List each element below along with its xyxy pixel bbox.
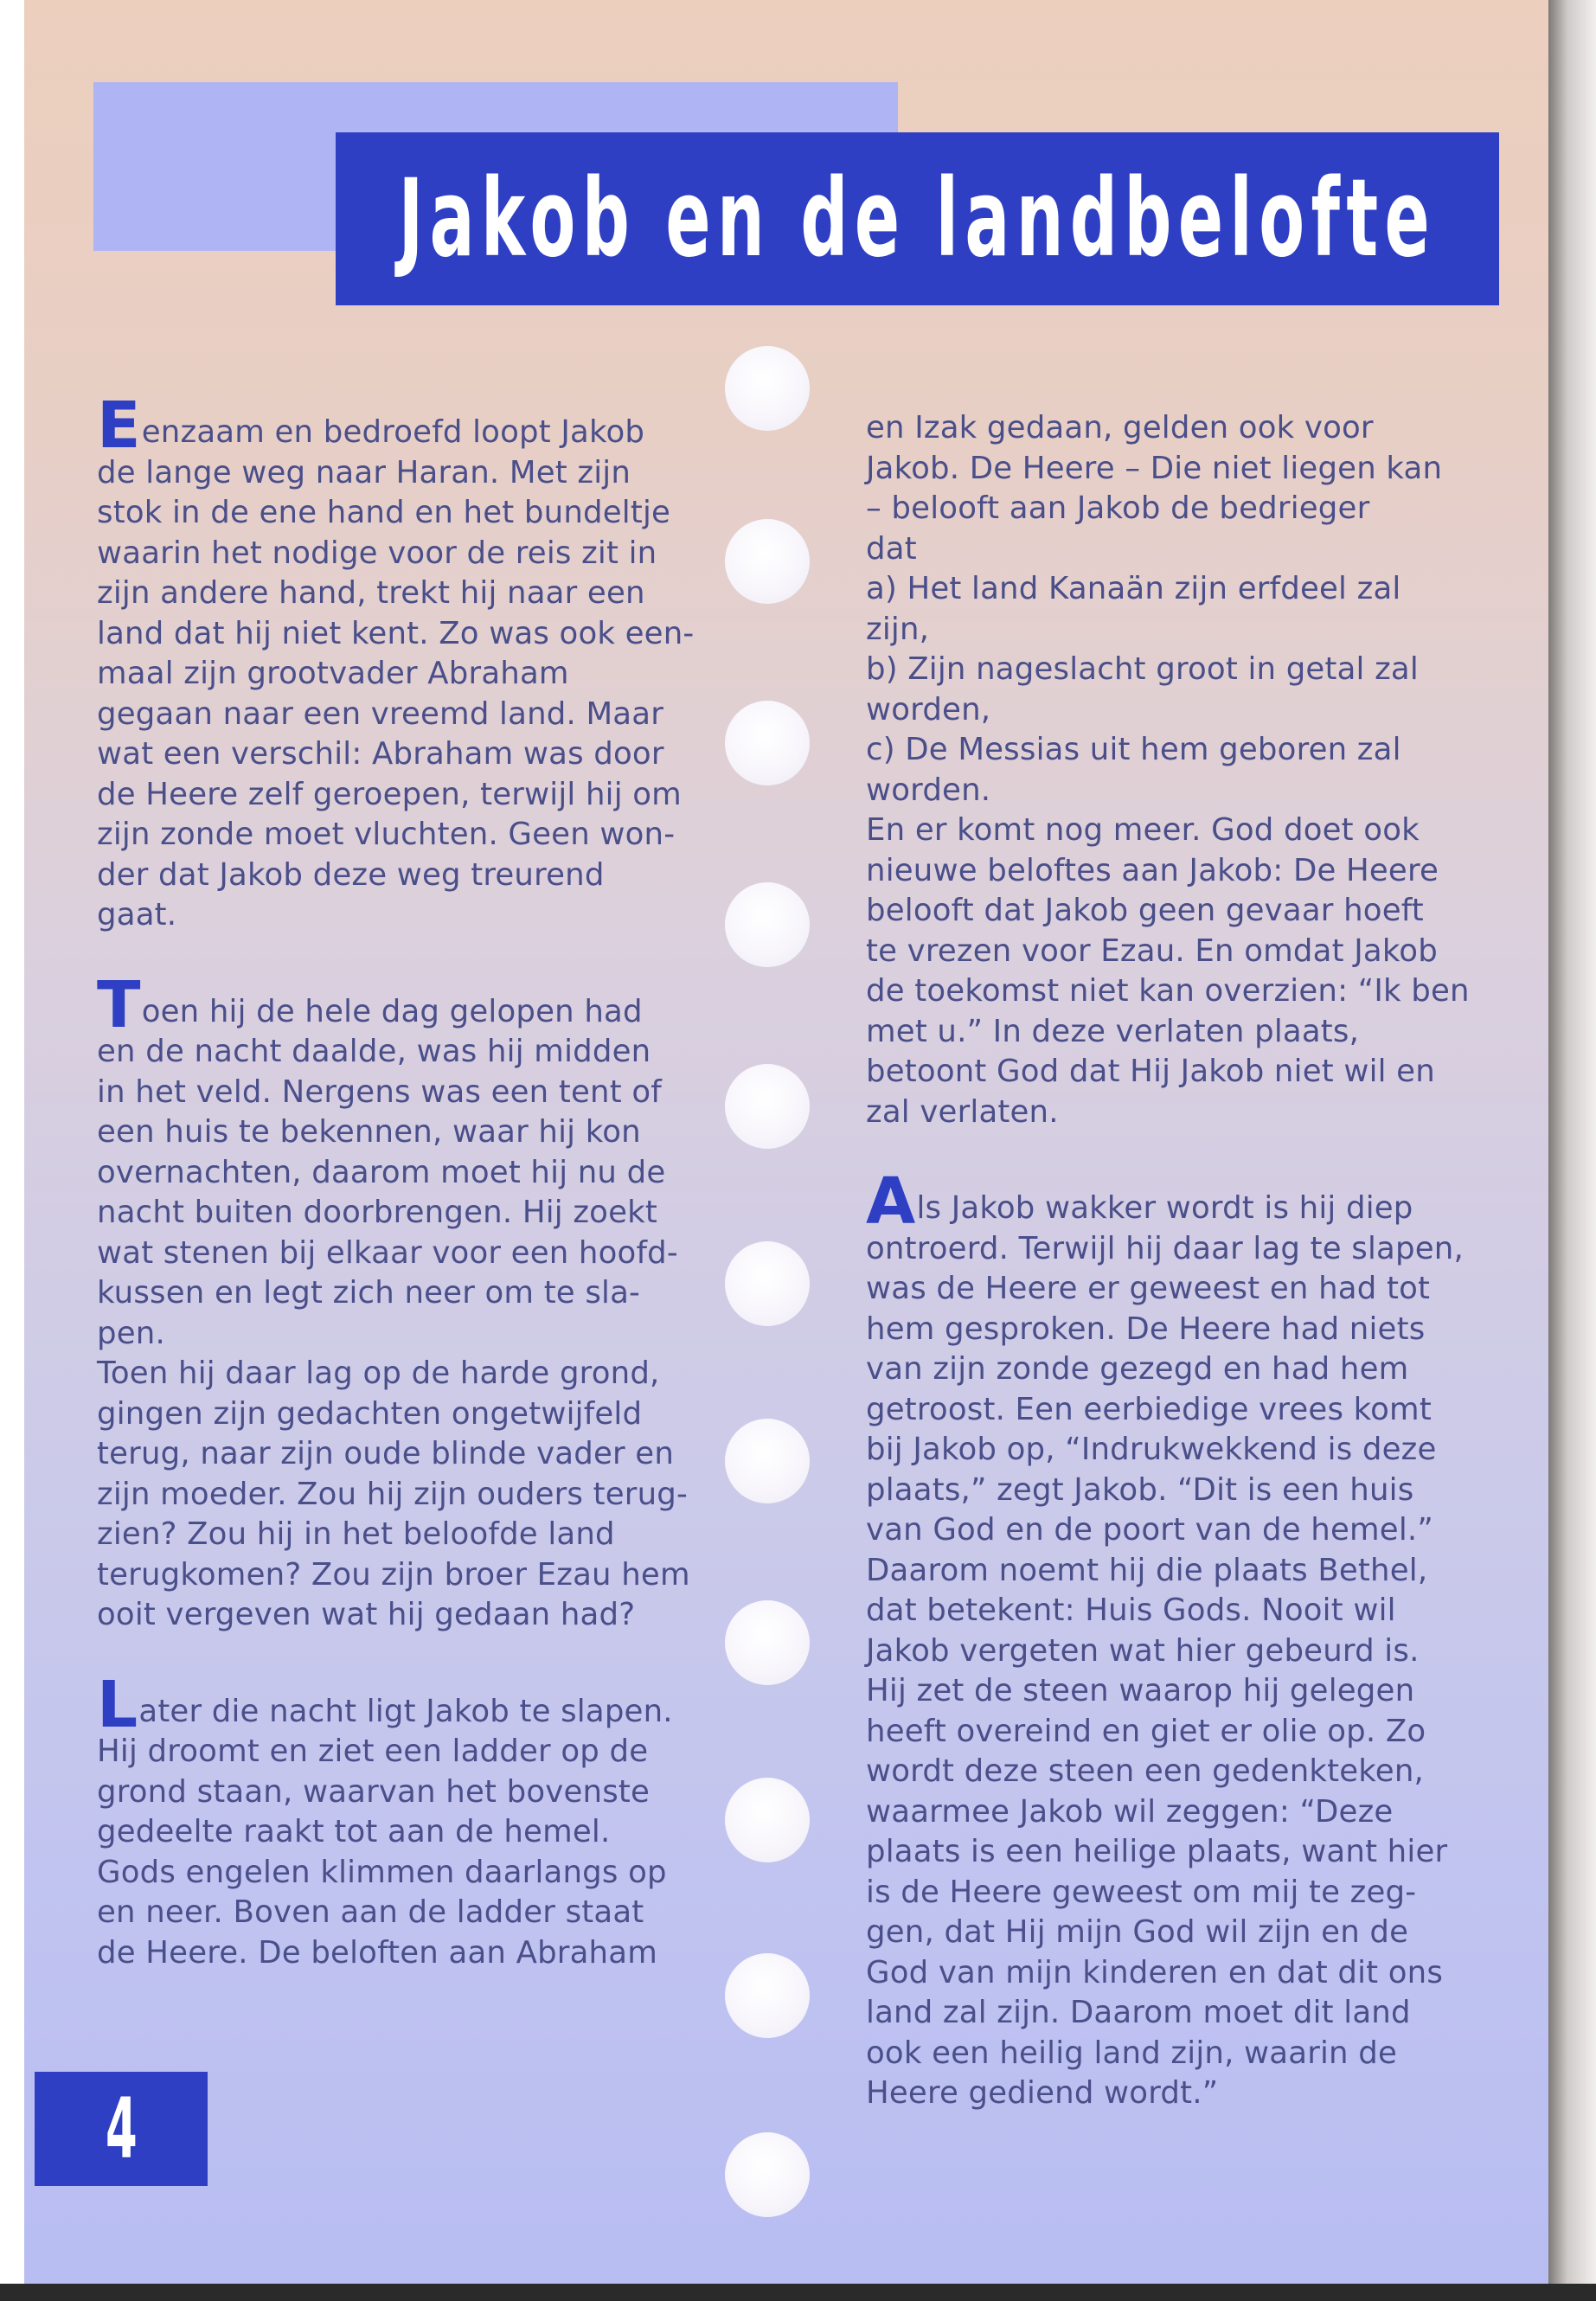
paragraph-text: enzaam en bedroefd loopt Jakob de lange weg naar Haran. Met zijn stok in de ene hand en het bundeltje waarin het nodige voor de reis zit in zijn andere hand, trekt hij naar een land dat hij niet kent. Zo was ook een- maal zijn grootvader Abraham gegaan naar een vreemd land. Maar wat een verschil: Abraham was door de Heere zelf geroepen, terwijl hij om zijn zonde moet vluchten. Geen won- der dat Jakob deze weg treurend gaat. bbox=[97, 414, 695, 933]
drop-cap: A bbox=[866, 1164, 916, 1239]
paragraph bbox=[97, 388, 741, 936]
page-number-box bbox=[35, 2072, 208, 2186]
paragraph bbox=[866, 408, 1510, 1132]
page-background bbox=[24, 0, 1548, 2284]
binder-hole bbox=[725, 2132, 810, 2217]
drop-cap: L bbox=[97, 1667, 138, 1742]
paragraph bbox=[97, 967, 741, 1636]
paragraph-text: ater die nacht ligt Jakob te slapen. Hij droomt en ziet een ladder op de grond staan, waarvan het bovenste gedeelte raakt tot aan de hemel. Gods engelen klimmen daarlangs op en neer. Boven aan de ladder staat de Heere. De beloften aan Abraham bbox=[97, 1693, 673, 1971]
paragraph bbox=[97, 1667, 741, 1974]
paragraph-text: en Izak gedaan, gelden ook voor Jakob. De Heere – Die niet liegen kan – belooft aan Jakob de bedrieger dat a) Het land Kanaän zijn erfdeel zal zijn, b) Zijn nageslacht groot in getal zal worden, c) De Messias uit hem geboren zal worden. En er komt nog meer. God doet ook nieuwe beloftes aan Jakob: De Heere belooft dat Jakob geen gevaar hoeft te vrezen voor Ezau. En omdat Jakob de toekomst niet kan overzien: “Ik ben met u.” In deze verlaten plaats, betoont God dat Hij Jakob niet wil en zal verlaten. bbox=[866, 410, 1470, 1130]
title-banner bbox=[336, 132, 1499, 305]
bleed-through-text bbox=[872, 294, 908, 414]
paragraph-text: ls Jakob wakker wordt is hij diep ontroerd. Terwijl hij daar lag te slapen, was de Heere er geweest en had tot hem gesproken. De Heere had niets van zijn zonde gezegd en had hem getroost. Een eerbiedige vrees komt bij Jakob op, “Indrukwekkend is deze plaats,” zegt Jakob. “Dit is een huis van God en de poort van de hemel.” Daarom noemt hij die plaats Bethel, dat betekent: Huis Gods. Nooit wil Jakob vergeten wat hier gebeurd is. Hij zet de steen waarop hij gelegen heeft overeind en giet er olie op. Zo wordt deze steen een gedenkteken, waarmee Jakob wil zeggen: “Deze plaats is een heilige plaats, want hier is de Heere geweest om mij te zeg- gen, dat Hij mijn God wil zijn en de God van mijn kinderen en dat dit ons land zal zijn. Daarom moet dit land ook een heilig land zijn, waarin de Heere gediend wordt.” bbox=[866, 1190, 1464, 2111]
scan-bottom-edge bbox=[0, 2284, 1596, 2301]
paragraph bbox=[866, 1164, 1510, 2114]
paragraph-text: oen hij de hele dag gelopen had en de nacht daalde, was hij midden in het veld. Nergens was een tent of een huis te bekennen, waar hij kon overnachten, daarom moet hij nu de nacht buiten doorbrengen. Hij zoekt wat stenen bij elkaar voor een hoofd- kussen en legt zich neer om te sla- pen. Toen hij daar lag op de harde grond, gingen zijn gedachten ongetwijfeld terug, naar zijn oude blinde vader en zijn moeder. Zou hij zijn ouders terug- zien? Zou hij in het beloofde land terugkomen? Zou zijn broer Ezau hem ooit vergeven wat hij gedaan had? bbox=[97, 993, 690, 1632]
drop-cap: E bbox=[97, 388, 141, 463]
page-number: 4 bbox=[105, 2080, 138, 2177]
left-column bbox=[97, 388, 741, 1973]
right-column bbox=[866, 408, 1510, 2114]
drop-cap: T bbox=[97, 967, 141, 1042]
page-title: Jakob en de landbelofte bbox=[398, 157, 1437, 281]
page-edge-shadow bbox=[1548, 0, 1596, 2301]
